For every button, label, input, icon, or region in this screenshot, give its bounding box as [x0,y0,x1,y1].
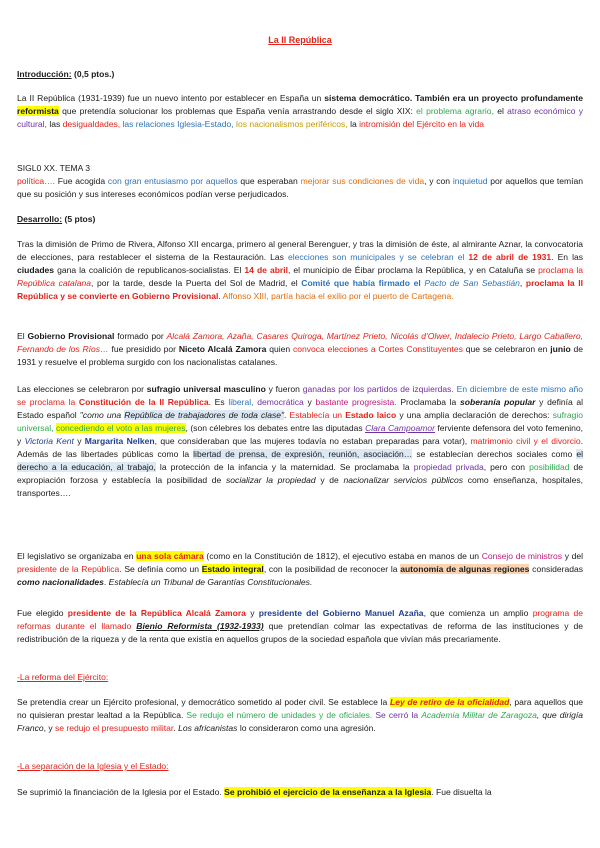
text-run: 14 de abril [244,265,289,275]
text-run: como enseñanza, hospitales, transportes…. [17,475,584,498]
text-run: También era un proyecto profundamente [415,93,584,103]
text-run: En diciembre de este mismo año [456,384,584,394]
intro-heading-line [17,68,583,81]
text-run: Se suprimió la financiación de la Iglesia por el Estado. [17,787,222,797]
text-run: Academia Militar de Zaragoza [421,710,537,720]
text-run: sistema democrático. [324,93,413,103]
paragraph-iglesia [17,786,583,799]
text-run: Fue acogida [57,176,106,186]
text-run: , y [43,723,53,733]
text-run: 12 de abril de 1931 [468,252,552,262]
text-run: con gran entusiasmo por aquellos [107,176,238,186]
text-run: el problema agrario, [416,106,494,116]
text-run: presidente de la República Alcalá Zamora [67,608,246,618]
text-run: "como una [79,410,122,420]
text-run: El [17,331,25,341]
text-run: de 1931 y resuelve el problema surgido con los nacionalistas catalanes. [17,344,584,367]
text-run: Margarita Nelken [84,436,155,446]
text-run: proclama la II República y se convierte en Gobierno Provisional [17,278,584,301]
text-run: la protección de la infancia y la maternidad. Se proclamaba la [159,462,410,472]
intro-paragraph [17,92,583,131]
text-run: desigualdades, [62,119,121,129]
highlight-libertades: libertad de prensa, de expresión, reunión, asociación… [193,449,413,459]
text-run: , para aquellos que no quisieran prestar lealtad a la República. [17,697,584,720]
text-run: La II República (1931-1939) fue un nuevo intento por establecer en España un [17,93,322,103]
text-run: , (son célebres los debates entre las diputadas [185,423,363,433]
highlight-ley-retiro: Ley de retiro de la oficialidad [389,697,510,707]
text-run: , con la posibilidad de reconocer la [263,564,398,574]
text-run: soberanía popular [460,397,536,407]
text-run: ferviente defensora del voto femenino, y [17,423,584,446]
text-run: Gobierno Provisional [27,331,115,341]
highlight-reformista: reformista [17,106,59,116]
text-run: Clara Campoamor [365,423,435,433]
text-run: se proclama la [17,397,76,407]
text-run: programa de reformas durante el llamado [17,608,584,631]
text-run: , y con [424,176,451,186]
desarrollo-heading: Desarrollo: [17,214,63,224]
text-run: posibilidad [529,462,570,472]
text-run: Tras la dimisión de Primo de Rivera, Alfonso XII encarga, primero al general Berenguer, y tras la dimisión de éste, al almirante Aznar, la convocatoria de elecciones, para restablecer el sistema de la Restauración. Las [17,239,583,262]
text-run: Proclamaba la [400,397,457,407]
siglo-header: SIGL0 XX. TEMA 3 [17,163,90,173]
desarrollo-points: (5 ptos) [64,214,96,224]
text-run: . [173,723,176,733]
text-run: Victoria Kent [24,436,74,446]
text-run: quien [269,344,291,354]
siglo-section [17,162,583,201]
text-run: , [519,278,523,288]
text-run: Alfonso XIII, partía hacia el exilio por el puerto de Cartagena. [222,291,454,301]
text-run: socializar la propiedad [226,475,316,485]
text-run: convoca elecciones a Cortes Constituyentes [292,344,463,354]
text-run: gana la coalición de republicanos-socialistas. El [57,265,242,275]
highlight-autonomia: autonomía de algunas regiones [400,564,530,574]
text-run: y [307,397,312,407]
text-run: y fueron [268,384,300,394]
text-run: . [103,577,107,587]
text-run: , el municipio de Éibar proclama la República, y en Cataluña se [288,265,536,275]
church-heading-line [17,760,583,773]
text-run: consideradas [532,564,584,574]
highlight-derechos-sociales: el derecho a la educación, al trabajo, [17,449,583,472]
text-run: fue presidido por [111,344,177,354]
text-run: y [250,608,255,618]
text-run: sufragio universal, [17,410,584,433]
text-run: Se pretendía crear un Ejército profesional, y democrático sometido al poder civil. Se establece la [17,697,388,707]
text-run: . Se definía como un [119,564,199,574]
text-run: , pero con [483,462,526,472]
text-run: proclama la [538,265,584,275]
text-run: . [284,410,287,420]
text-run: se establecían derechos sociales como [416,449,573,459]
text-run: política…. [17,176,56,186]
text-run: República catalana [17,278,91,288]
text-run: Alcalá Zamora, Azaña, Casares Quiroga, Martínez Prieto, Nicolás d'Olwer, Indalecio Prieto, Largo Caballero, Fernando de los Ríos… [17,331,584,354]
text-run: . Fue disuelta la [431,787,492,797]
text-run: y una amplia declaración de derechos: [399,410,550,420]
highlight-estado-integral: Estado integral [201,564,264,574]
army-heading: -La reforma del Ejército: [17,672,109,682]
text-run: liberal, [228,397,254,407]
text-run: formado por [117,331,164,341]
text-run: Las elecciones se celebraron por [17,384,144,394]
text-run: el [497,106,504,116]
text-run: que esperaban [240,176,298,186]
text-run: intromisión del Ejército en la vida [359,119,485,129]
text-run: , por la tarde, desde la Puerta del Sol de Madrid, el [90,278,298,288]
text-run: por aquellos que temían que su posición y sus intereses económicos podían verse perjudicados. [17,176,584,199]
text-run: y [77,436,82,446]
text-run: Bienio Reformista (1932-1933) [136,621,264,631]
text-run: junio [550,344,571,354]
text-run: bastante progresista. [315,397,397,407]
text-run: las relaciones Iglesia-Estado, [122,119,234,129]
text-run: como nacionalidades [17,577,104,587]
text-run: y del [564,551,584,561]
text-run: , que dirigía Franco [17,710,584,733]
text-run: Pacto de San Sebastián [424,278,520,288]
paragraph-bienio [17,607,583,646]
text-run: (como en la Constitución de 1812), el ejecutivo estaba en manos de un [206,551,480,561]
text-run: se redujo el presupuesto militar [55,723,174,733]
text-run: sufragio universal masculino [146,384,266,394]
text-run: presidente del Gobierno Manuel Azaña [258,608,424,618]
text-run: la [350,119,357,129]
text-run: , que consideraban que las mujeres todavía no estaban preparadas para votar), [154,436,468,446]
church-heading: -La separación de la Iglesia y el Estado: [17,761,169,771]
document-title: La II República [268,35,332,45]
text-run: , que comienza un amplio [423,608,529,618]
text-run: Consejo de ministros [481,551,563,561]
desarrollo-heading-line [17,213,583,226]
highlight-voto-mujeres: concediendo el voto a las mujeres [56,423,186,433]
text-run: que pretendía solucionar los problemas que España venía arrastrando desde el siglo XIX: [62,106,413,116]
text-run: que pretendían colmar las expectativas de reforma de las instituciones y de redistribución de la riqueza y de la renta que existía en aquellos grupos de la sociedad española que vivían más precariamente. [17,621,584,644]
text-run: mejorar sus condiciones de vida [300,176,425,186]
text-run: inquietud [452,176,488,186]
army-heading-line [17,671,583,684]
text-run: que se celebraron en [465,344,548,354]
text-run: de expropiación forzosa y establecía la posibilidad de [17,462,584,485]
text-run: El legislativo se organizaba en [17,551,134,561]
text-run: presidente de la República [17,564,120,574]
text-run: . [218,291,221,301]
text-run: Comité que había firmado el [301,278,421,288]
paragraph-legislativo [17,550,583,589]
text-run: Constitución de la II República [78,397,209,407]
text-run: democrática [257,397,304,407]
text-run: atraso económico y cultural, [17,106,584,129]
text-run: . Además de las libertades públicas como la [17,436,584,459]
paragraph-ejercito [17,696,583,735]
text-run: Estado laico [345,410,397,420]
intro-heading: Introducción: [17,69,72,79]
text-run: . Es [208,397,225,407]
text-run: nacionalizar servicios públicos [343,475,464,485]
text-run: elecciones son municipales y se celebran el [287,252,465,262]
text-run: los nacionalismos periféricos, [236,119,348,129]
text-run: matrimonio civil y el divorcio [470,436,581,446]
text-run: Se redujo el número de unidades y de oficiales. [186,710,373,720]
highlight-prohibe-ensenanza: Se prohibió el ejercicio de la enseñanza a la Iglesia [224,787,432,797]
highlight-una-sola-camara: una sola cámara [136,551,204,561]
text-run: . En las [551,252,584,262]
text-run: Establecía un [289,410,343,420]
text-run: Se cerró la [375,710,419,720]
text-run: propiedad privada [413,462,484,472]
text-run: Fue elegido [17,608,64,618]
text-run: las [49,119,61,129]
text-run: y definía al Estado español [17,397,584,420]
text-run: ganadas por los partidos de izquierdas. [302,384,454,394]
text-run: ciudades [17,265,55,275]
text-run: y de [320,475,339,485]
paragraph-elecciones [17,238,583,303]
text-run: Establecía un Tribunal de Garantías Constitucionales. [108,577,313,587]
paragraph-constitucion [17,383,583,500]
highlight-republica-trabajadores: República de trabajadores de toda clase" [124,410,285,420]
paragraph-gobierno-provisional [17,330,583,369]
text-run: Los africanistas [178,723,238,733]
text-run: Niceto Alcalá Zamora [178,344,267,354]
text-run: lo consideraron como una agresión. [239,723,376,733]
intro-points: (0,5 ptos.) [73,69,115,79]
